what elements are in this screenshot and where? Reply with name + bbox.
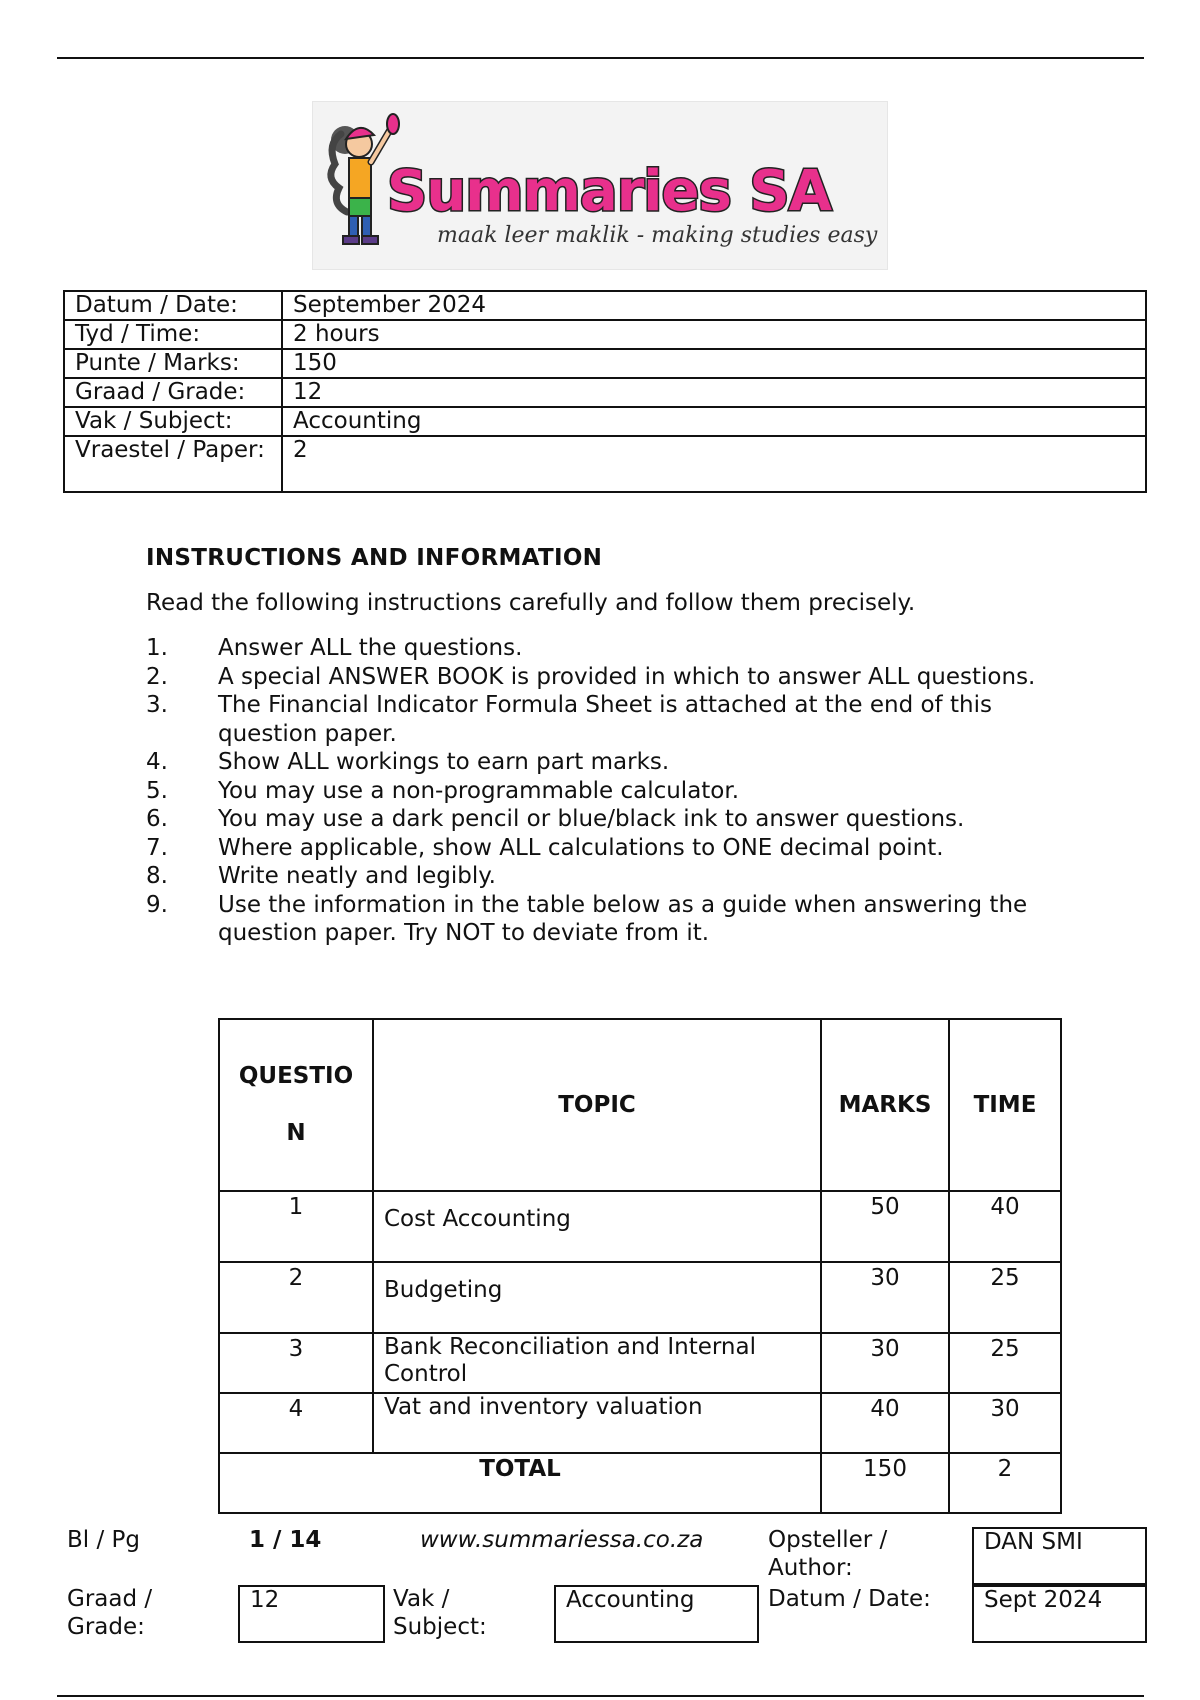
list-item — [146, 862, 1066, 891]
logo-tagline: maak leer maklik - making studies easy — [437, 223, 878, 248]
marks-value: 50 — [821, 1191, 949, 1262]
marks-value: 30 — [821, 1262, 949, 1333]
time-value: 40 — [949, 1191, 1061, 1262]
item-text: You may use a non-programmable calculator. — [218, 777, 740, 804]
list-item — [146, 891, 1066, 948]
summaries-sa-logo — [312, 101, 888, 270]
topic-name: Vat and inventory valuation — [373, 1393, 821, 1453]
question-number: 2 — [219, 1262, 373, 1333]
item-text: Answer ALL the questions. — [218, 635, 523, 661]
table-row — [219, 1262, 1061, 1333]
list-item — [146, 777, 1066, 806]
item-number: 6. — [146, 806, 168, 832]
page-number: 1 / 14 — [249, 1527, 322, 1553]
instructions-intro: Read the following instructions carefully and follow them precisely. — [146, 590, 916, 616]
header-time: TIME — [949, 1019, 1061, 1191]
info-label: Tyd / Time: — [64, 320, 282, 349]
header-marks: MARKS — [821, 1019, 949, 1191]
topic-name: Budgeting — [373, 1262, 821, 1333]
list-item — [146, 634, 1066, 663]
subject-box: Accounting — [554, 1585, 759, 1643]
author-box: DAN SMI — [972, 1527, 1147, 1585]
website-link[interactable]: www.summariessa.co.za — [420, 1527, 704, 1553]
topic-name: Cost Accounting — [373, 1191, 821, 1262]
grade-label: Graad / Grade: — [67, 1586, 153, 1640]
exam-info-table — [63, 290, 1147, 493]
instructions-heading: INSTRUCTIONS AND INFORMATION — [146, 545, 603, 571]
total-label: TOTAL — [219, 1453, 821, 1513]
info-value: 12 — [282, 378, 1146, 407]
info-value: 2 — [282, 436, 1146, 492]
list-item — [146, 691, 1066, 748]
item-number: 3. — [146, 692, 168, 718]
item-number: 8. — [146, 863, 168, 889]
subject-label: Vak / Subject: — [393, 1586, 487, 1640]
item-text: Use the information in the table below as a guide when answering the question paper. Try NOT to deviate from it. — [218, 891, 1028, 946]
info-label: Vraestel / Paper: — [64, 436, 282, 492]
question-number: 1 — [219, 1191, 373, 1262]
info-value: Accounting — [282, 407, 1146, 436]
topics-table — [218, 1018, 1062, 1514]
time-value: 25 — [949, 1262, 1061, 1333]
marks-value: 40 — [821, 1393, 949, 1453]
list-item — [146, 834, 1066, 863]
table-header-row — [219, 1019, 1061, 1191]
total-time: 2 — [949, 1453, 1061, 1513]
date-box: Sept 2024 — [972, 1585, 1147, 1643]
table-row — [219, 1191, 1061, 1262]
top-rule — [57, 57, 1144, 59]
table-row — [219, 1393, 1061, 1453]
list-item — [146, 805, 1066, 834]
list-item — [146, 748, 1066, 777]
time-value: 25 — [949, 1333, 1061, 1393]
item-text: Where applicable, show ALL calculations to ONE decimal point. — [218, 834, 944, 861]
item-number: 4. — [146, 749, 168, 775]
header-question: QUESTIO N — [219, 1019, 373, 1191]
page-label: Bl / Pg — [67, 1527, 141, 1553]
item-text: A special ANSWER BOOK is provided in which to answer ALL questions. — [218, 663, 1036, 690]
question-number: 4 — [219, 1393, 373, 1453]
item-text: You may use a dark pencil or blue/black ink to answer questions. — [218, 806, 965, 832]
list-item — [146, 663, 1066, 692]
info-row — [64, 378, 1146, 407]
item-number: 2. — [146, 663, 168, 690]
item-number: 1. — [146, 635, 168, 661]
table-row — [219, 1333, 1061, 1393]
marks-value: 30 — [821, 1333, 949, 1393]
info-label: Vak / Subject: — [64, 407, 282, 436]
instructions-list — [146, 634, 1066, 948]
topic-name: Bank Reconciliation and Internal Control — [373, 1333, 821, 1393]
header-topic: TOPIC — [373, 1019, 821, 1191]
info-label: Punte / Marks: — [64, 349, 282, 378]
info-row — [64, 291, 1146, 320]
date-label: Datum / Date: — [768, 1586, 931, 1612]
time-value: 30 — [949, 1393, 1061, 1453]
info-value: 2 hours — [282, 320, 1146, 349]
info-row — [64, 407, 1146, 436]
total-row — [219, 1453, 1061, 1513]
item-number: 5. — [146, 777, 168, 804]
bottom-rule — [57, 1695, 1144, 1697]
info-value: September 2024 — [282, 291, 1146, 320]
item-text: Show ALL workings to earn part marks. — [218, 749, 670, 775]
info-label: Graad / Grade: — [64, 378, 282, 407]
grade-box: 12 — [238, 1585, 385, 1643]
item-number: 9. — [146, 891, 168, 918]
total-marks: 150 — [821, 1453, 949, 1513]
logo-wordmark: Summaries SA — [387, 159, 831, 224]
info-row — [64, 436, 1146, 492]
info-row — [64, 349, 1146, 378]
item-number: 7. — [146, 834, 168, 861]
info-row — [64, 320, 1146, 349]
question-number: 3 — [219, 1333, 373, 1393]
info-label: Datum / Date: — [64, 291, 282, 320]
info-value: 150 — [282, 349, 1146, 378]
item-text: Write neatly and legibly. — [218, 863, 496, 889]
item-text: The Financial Indicator Formula Sheet is attached at the end of this question paper. — [218, 692, 992, 747]
author-label: Opsteller / Author: — [768, 1527, 888, 1581]
